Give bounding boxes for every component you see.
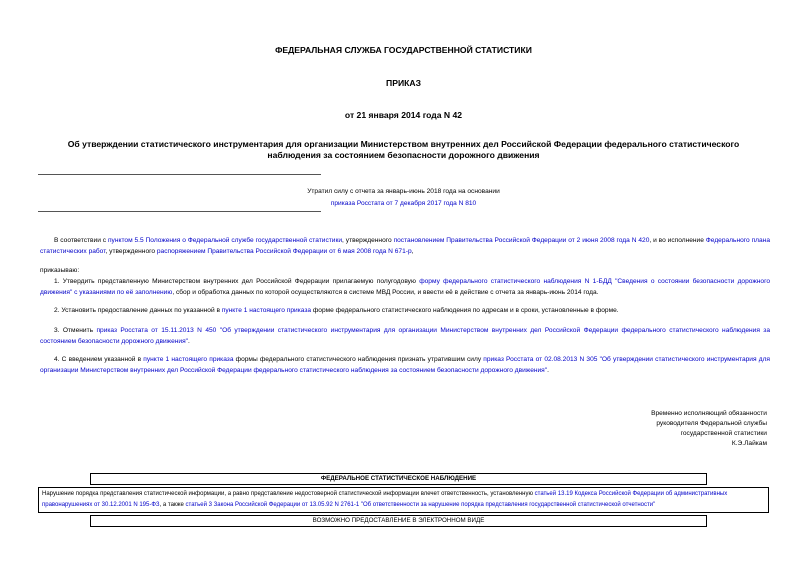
divider-bottom <box>38 211 321 212</box>
item-text: 1. Утвердить представленную Министерством внутренних дел Российской Федерации прилагаемую полугодовую <box>54 278 420 285</box>
order-item-1 <box>40 276 770 298</box>
preamble-text: , утвержденного <box>342 237 394 244</box>
item-text: . <box>547 367 549 374</box>
link-order-305[interactable]: приказ Росстата от 02.08.2013 N 305 "Об утверждении статистического инструментария для организации Министерством внутренних дел Российской Федерации федерального статистического наблюдения за состоянием безопасности дорожного движения" <box>40 356 770 374</box>
link-federal-law[interactable]: статьей 3 Закона Российской Федерации от 13.05.92 N 2761-1 "Об ответственности за нарушение порядка представления государственной статистической отчетности" <box>185 502 656 508</box>
link-item-1[interactable]: пункте 1 настоящего приказа <box>221 307 312 314</box>
item-text: 4. С введением указанной в <box>54 356 144 363</box>
item-text: 2. Установить предоставление данных по указанной в <box>54 307 222 314</box>
item-text: , сбор и обработка данных по которой осуществляются в системе МВД России, и ввести её в действие с отчета за январь-июнь 2014 года. <box>172 289 599 296</box>
form-box-heading: ФЕДЕРАЛЬНОЕ СТАТИСТИЧЕСКОЕ НАБЛЮДЕНИЕ <box>90 473 707 485</box>
link-item-1[interactable]: пункте 1 настоящего приказа <box>143 356 234 363</box>
link-form-1-bdd[interactable]: форму федерального статистического наблюдения N 1-БДД "Сведения о состоянии безопасности дорожного движения" с указаниями по её заполнению <box>40 278 770 296</box>
date-number-heading: от 21 января 2014 года N 42 <box>344 110 463 120</box>
order-item-3 <box>40 325 770 347</box>
status-note-link[interactable]: приказа Росстата от 7 декабря 2017 года N 810 <box>330 200 477 207</box>
preamble-text: , <box>411 248 414 255</box>
item-text: форме федерального статистического наблюдения по адресам и в сроки, установленные в форме. <box>311 307 619 314</box>
preamble-text: , и во исполнение <box>649 237 706 244</box>
link-government-order[interactable]: распоряжением Правительства Российской Федерации от 6 мая 2008 года N 671-р <box>156 248 412 255</box>
preamble-text: , утвержденного <box>105 248 157 255</box>
signature-line: руководителя Федеральной службы <box>656 420 767 427</box>
link-statistical-plan[interactable]: Федерального плана статистических работ <box>40 237 770 255</box>
signature-block <box>560 409 767 449</box>
link-statute-clause[interactable]: пунктом 5.5 Положения о Федеральной службе государственной статистики <box>107 237 343 244</box>
notice-text: , а также <box>159 502 186 508</box>
order-word: приказываю: <box>40 267 80 274</box>
item-text: 3. Отменить <box>54 327 97 334</box>
electronic-submission-box: ВОЗМОЖНО ПРЕДОСТАВЛЕНИЕ В ЭЛЕКТРОННОМ ВИДЕ <box>90 515 707 527</box>
item-text: формы федерального статистического наблюдения признать утратившим силу <box>233 356 484 363</box>
preamble-paragraph <box>40 235 770 257</box>
link-admin-code[interactable]: статьей 13.19 Кодекса Российской Федерации об административных правонарушениях от 30.12.2001 N 195-ФЗ <box>42 491 728 508</box>
document-title: Об утверждении статистического инструментария для организации Министерством внутренних дел Российской Федерации федерального статистического наблюдения за состоянием безопасности дорожного движения <box>67 139 740 160</box>
doc-type-heading: ПРИКАЗ <box>386 78 421 88</box>
signature-line: государственной статистики <box>680 430 767 437</box>
notice-text: Нарушение порядка представления статистической информации, а равно представление недостоверной статистической информации влечет ответственность, установленную <box>42 491 535 497</box>
link-order-450[interactable]: приказ Росстата от 15.11.2013 N 450 "Об утверждении статистического инструментария для организации Министерством внутренних дел Российской Федерации федерального статистического наблюдения за состоянием безопасности дорожного движения" <box>40 327 770 345</box>
status-note-text: Утратил силу с отчета за январь-июнь 2018 года на основании <box>307 188 500 195</box>
liability-notice <box>38 487 769 513</box>
item-text: . <box>188 338 190 345</box>
preamble-text: В соответствии с <box>54 237 108 244</box>
divider-top <box>38 174 321 175</box>
link-government-resolution[interactable]: постановлением Правительства Российской Федерации от 2 июня 2008 года N 420 <box>393 237 650 244</box>
status-note <box>200 186 607 210</box>
order-item-4 <box>40 354 770 376</box>
signature-line: Временно исполняющий обязанности <box>651 410 767 417</box>
order-item-2 <box>40 305 770 316</box>
signatory-name: К.Э.Лайкам <box>731 440 767 447</box>
agency-heading: ФЕДЕРАЛЬНАЯ СЛУЖБА ГОСУДАРСТВЕННОЙ СТАТИСТИКИ <box>275 45 532 55</box>
